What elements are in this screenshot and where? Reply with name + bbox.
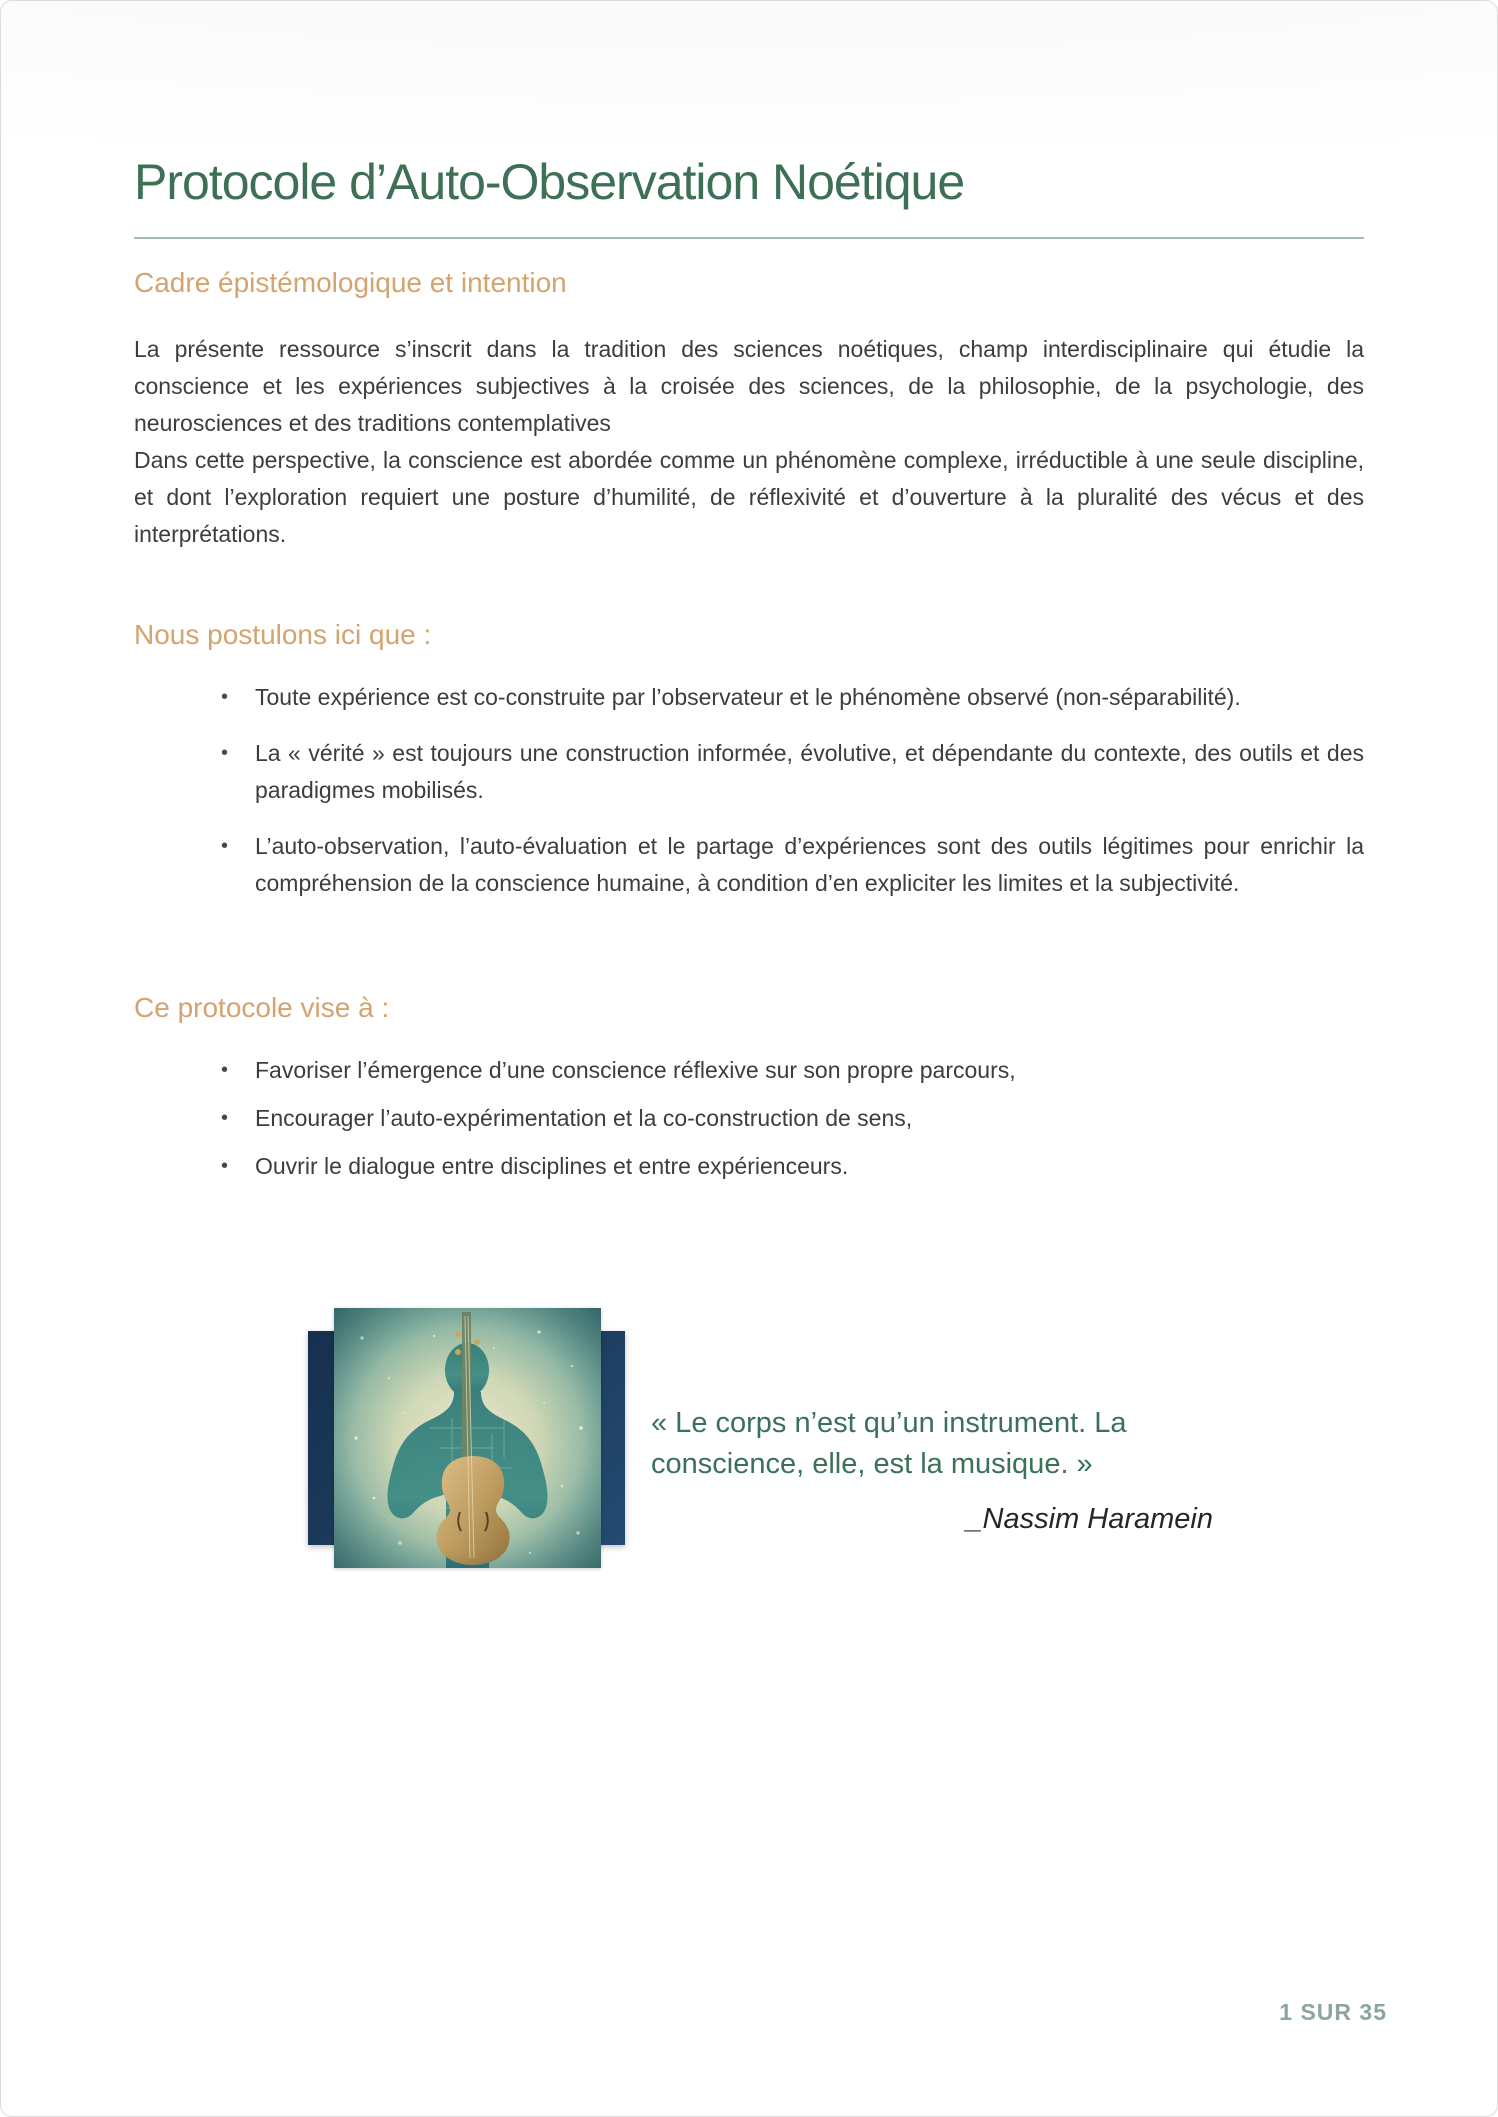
page-title: Protocole d’Auto-Observation Noétique [134,154,965,210]
bullet-icon: • [221,686,229,708]
intro-paragraphs [134,331,1364,553]
bullet-icon: • [221,835,229,857]
list-item [134,1100,1364,1137]
list-item [134,735,1364,809]
quote-block [651,1403,1213,1537]
list-item-text: Encourager l’auto-expérimentation et la co-construction de sens, [255,1105,913,1131]
list-item-text: Ouvrir le dialogue entre disciplines et entre expérienceurs. [255,1153,849,1179]
objectifs-list [134,1052,1364,1185]
figure-quote-row [134,1308,1364,1568]
postulats-list [134,679,1364,902]
paragraph: La présente ressource s’inscrit dans la tradition des sciences noétiques, champ interdisciplinaire qui étudie la conscience et les expériences subjectives à la croisée des sciences, de la philosophie, de la psychologie, des neurosciences et des traditions contemplatives [134,336,1364,436]
section-heading-cadre: Cadre épistémologique et intention [134,267,567,298]
list-item-text: Favoriser l’émergence d’une conscience réflexive sur son propre parcours, [255,1057,1016,1083]
quote-text: « Le corps n’est qu’un instrument. La conscience, elle, est la musique. » [651,1407,1127,1480]
list-item-text: L’auto-observation, l’auto-évaluation et le partage d’expériences sont des outils légitimes pour enrichir la compréhension de la conscience humaine, à condition d’en expliciter les limites et la subjectivité. [255,833,1364,896]
paragraph: Dans cette perspective, la conscience est abordée comme un phénomène complexe, irréductible à une seule discipline, et dont l’exploration requiert une posture d’humilité, de réflexivité et d’ouverture à la pluralité des vécus et des interprétations. [134,447,1364,547]
bullet-icon: • [221,742,229,764]
bullet-icon: • [221,1059,229,1081]
section-heading-postulons: Nous postulons ici que : [134,619,432,650]
bullet-icon: • [221,1107,229,1129]
title-divider [134,237,1364,239]
meditation-cello-image [334,1308,601,1568]
list-item [134,679,1364,716]
quote-attribution: _Nassim Haramein [966,1503,1213,1535]
illustration-meditation-cello [334,1308,601,1568]
list-item [134,828,1364,902]
section-heading-protocole: Ce protocole vise à : [134,992,390,1023]
list-item-text: La « vérité » est toujours une construction informée, évolutive, et dépendante du contexte, des outils et des paradigmes mobilisés. [255,740,1364,803]
page-number: 1 SUR 35 [1279,1999,1387,2025]
list-item [134,1052,1364,1089]
list-item-text: Toute expérience est co-construite par l’observateur et le phénomène observé (non-séparabilité). [255,684,1241,710]
list-item [134,1148,1364,1185]
bullet-icon: • [221,1155,229,1177]
page-content [1,151,1497,1568]
